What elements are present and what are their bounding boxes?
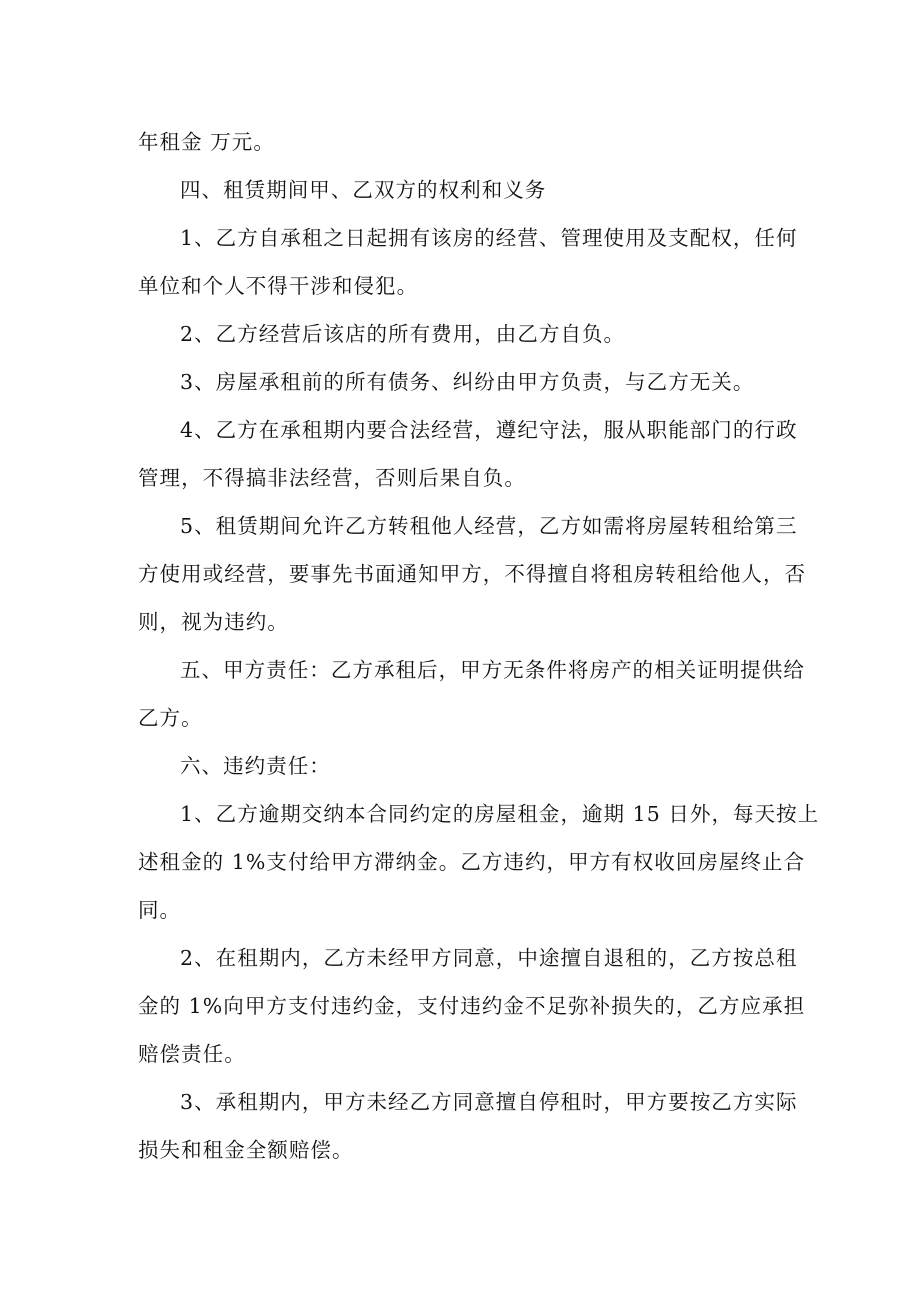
paragraph-line: 同。	[138, 898, 182, 922]
paragraph-line: 2、在租期内，乙方未经甲方同意，中途擅自退租的，乙方按总租	[180, 946, 798, 970]
paragraph-line: 损失和租金全额赔偿。	[138, 1138, 354, 1162]
paragraph-line: 赔偿责任。	[138, 1042, 246, 1066]
paragraph-line: 金的 1%向甲方支付违约金，支付违约金不足弥补损失的，乙方应承担	[138, 994, 806, 1018]
document-body	[138, 118, 820, 1174]
section-heading-5: 五、甲方责任：乙方承租后，甲方无条件将房产的相关证明提供给	[180, 658, 805, 682]
paragraph-line: 1、乙方自承租之日起拥有该房的经营、管理使用及支配权，任何	[180, 226, 798, 250]
paragraph-line: 3、承租期内，甲方未经乙方同意擅自停租时，甲方要按乙方实际	[180, 1090, 798, 1114]
section-heading-4: 四、租赁期间甲、乙双方的权利和义务	[180, 178, 547, 202]
paragraph-line: 乙方。	[138, 706, 203, 730]
section-heading-6: 六、违约责任：	[180, 754, 331, 778]
paragraph-line: 述租金的 1%支付给甲方滞纳金。乙方违约，甲方有权收回房屋终止合	[138, 850, 806, 874]
paragraph-line: 4、乙方在承租期内要合法经营，遵纪守法，服从职能部门的行政	[180, 418, 798, 442]
paragraph-line: 管理，不得搞非法经营，否则后果自负。	[138, 466, 526, 490]
paragraph-line: 年租金 万元。	[138, 130, 275, 154]
paragraph-line: 3、房屋承租前的所有债务、纠纷由甲方负责，与乙方无关。	[180, 370, 755, 394]
paragraph-line: 方使用或经营，要事先书面通知甲方，不得擅自将租房转租给他人，否	[138, 562, 807, 586]
paragraph-line: 2、乙方经营后该店的所有费用，由乙方自负。	[180, 322, 626, 346]
paragraph-line: 1、乙方逾期交纳本合同约定的房屋租金，逾期 15 日外，每天按上	[180, 802, 820, 826]
paragraph-line: 则，视为违约。	[138, 610, 289, 634]
paragraph-line: 单位和个人不得干涉和侵犯。	[138, 274, 419, 298]
paragraph-line: 5、租赁期间允许乙方转租他人经营，乙方如需将房屋转租给第三	[180, 514, 798, 538]
